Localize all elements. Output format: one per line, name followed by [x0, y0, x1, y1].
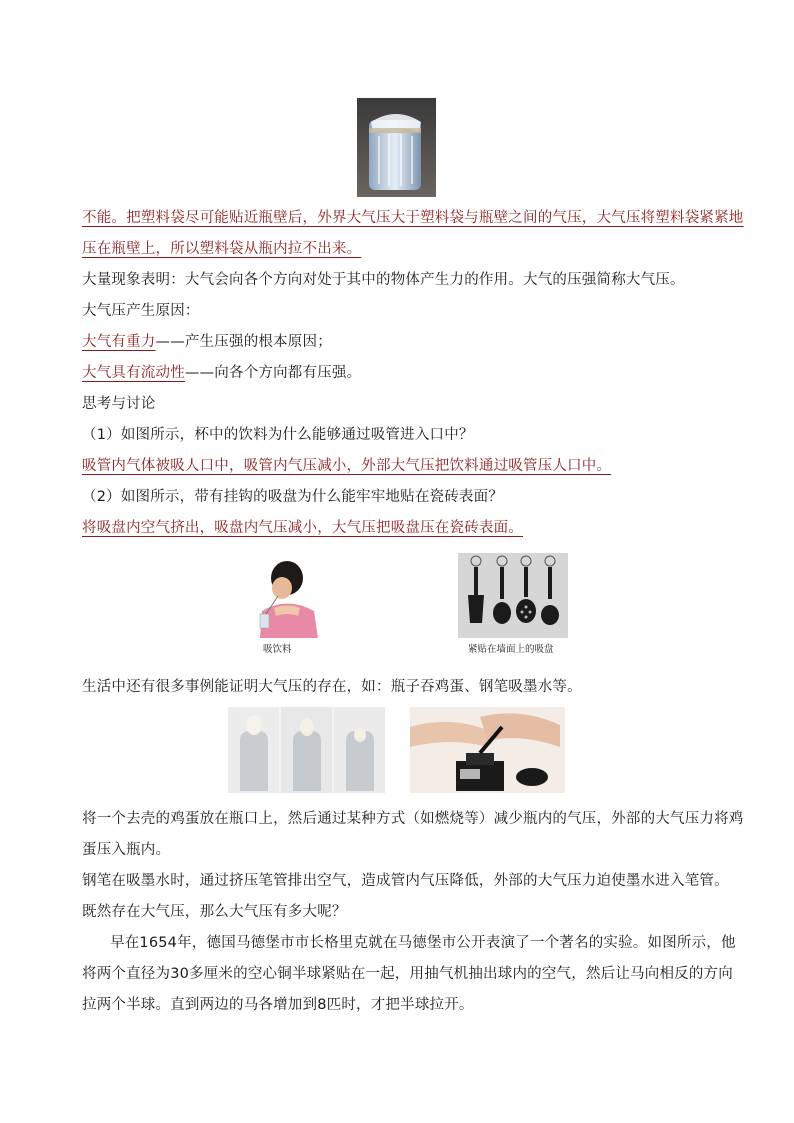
jar-bag-photo — [357, 98, 436, 197]
discussion-heading: 思考与讨论 — [82, 396, 156, 412]
cause-1-key: 大气有重力 — [82, 334, 156, 350]
answer-2: 将吸盘内空气挤出，吸盘内气压减小，大气压把吸盘压在瓷砖表面。 — [82, 520, 523, 536]
question-2: （2）如图所示，带有挂钩的吸盘为什么能牢牢地贴在瓷砖表面？ — [82, 489, 504, 505]
history-paragraph-line-2: 将两个直径为30多厘米的空心铜半球紧贴在一起，用抽气机抽出球内的空气，然后让马向相反的方向 — [82, 966, 733, 982]
history-paragraph-line-3: 拉两个半球。直到两边的马各增加到8匹时，才把半球拉开。 — [82, 997, 474, 1013]
suction-cup-photo — [458, 553, 568, 638]
caption-drink: 吸饮料 — [263, 644, 292, 655]
cause-2-rest: ——向各个方向都有压强。 — [184, 365, 362, 381]
answer-line-2: 压在瓶壁上，所以塑料袋从瓶内拉不出来。 — [82, 241, 362, 257]
cause-item-2 — [82, 363, 361, 383]
egg-paragraph-line-2: 蛋压入瓶内。 — [82, 842, 171, 858]
cause-2-key: 大气具有流动性 — [82, 365, 185, 381]
egg-bottle-photo-strip — [228, 707, 385, 793]
pen-ink-photo — [410, 707, 565, 793]
cause-1-rest: ——产生压强的根本原因； — [155, 334, 332, 350]
answer-line-1: 不能。把塑料袋尽可能贴近瓶壁后，外界大气压大于塑料袋与瓶壁之间的气压，大气压将塑料袋紧紧地 — [82, 210, 744, 226]
examples-paragraph: 生活中还有很多事例能证明大气压的存在，如：瓶子吞鸡蛋、钢笔吸墨水等。 — [82, 679, 582, 695]
caption-suction: 紧贴在墙面上的吸盘 — [468, 644, 554, 655]
cause-item-1 — [82, 332, 332, 352]
drinking-straw-photo — [252, 556, 322, 638]
pen-paragraph: 钢笔在吸墨水时，通过挤压笔管排出空气，造成管内气压降低，外部的大气压力迫使墨水进入笔管。 — [82, 873, 729, 889]
egg-paragraph-line-1: 将一个去壳的鸡蛋放在瓶口上，然后通过某种方式（如燃烧等）减少瓶内的气压，外部的大气压力将鸡 — [82, 811, 744, 827]
question-1: （1）如图所示，杯中的饮料为什么能够通过吸管进入口中？ — [82, 427, 474, 443]
question-paragraph: 既然存在大气压，那么大气压有多大呢？ — [82, 904, 347, 920]
cause-heading: 大气压产生原因： — [82, 303, 200, 319]
answer-1: 吸管内气体被吸人口中，吸管内气压减小，外部大气压把饮料通过吸管压人口中。 — [82, 458, 612, 474]
observation-paragraph: 大量现象表明：大气会向各个方向对处于其中的物体产生力的作用。大气的压强简称大气压。 — [82, 272, 685, 288]
history-paragraph-line-1: 早在1654年，德国马德堡市市长格里克就在马德堡市公开表演了一个著名的实验。如图所示，他 — [110, 935, 736, 951]
